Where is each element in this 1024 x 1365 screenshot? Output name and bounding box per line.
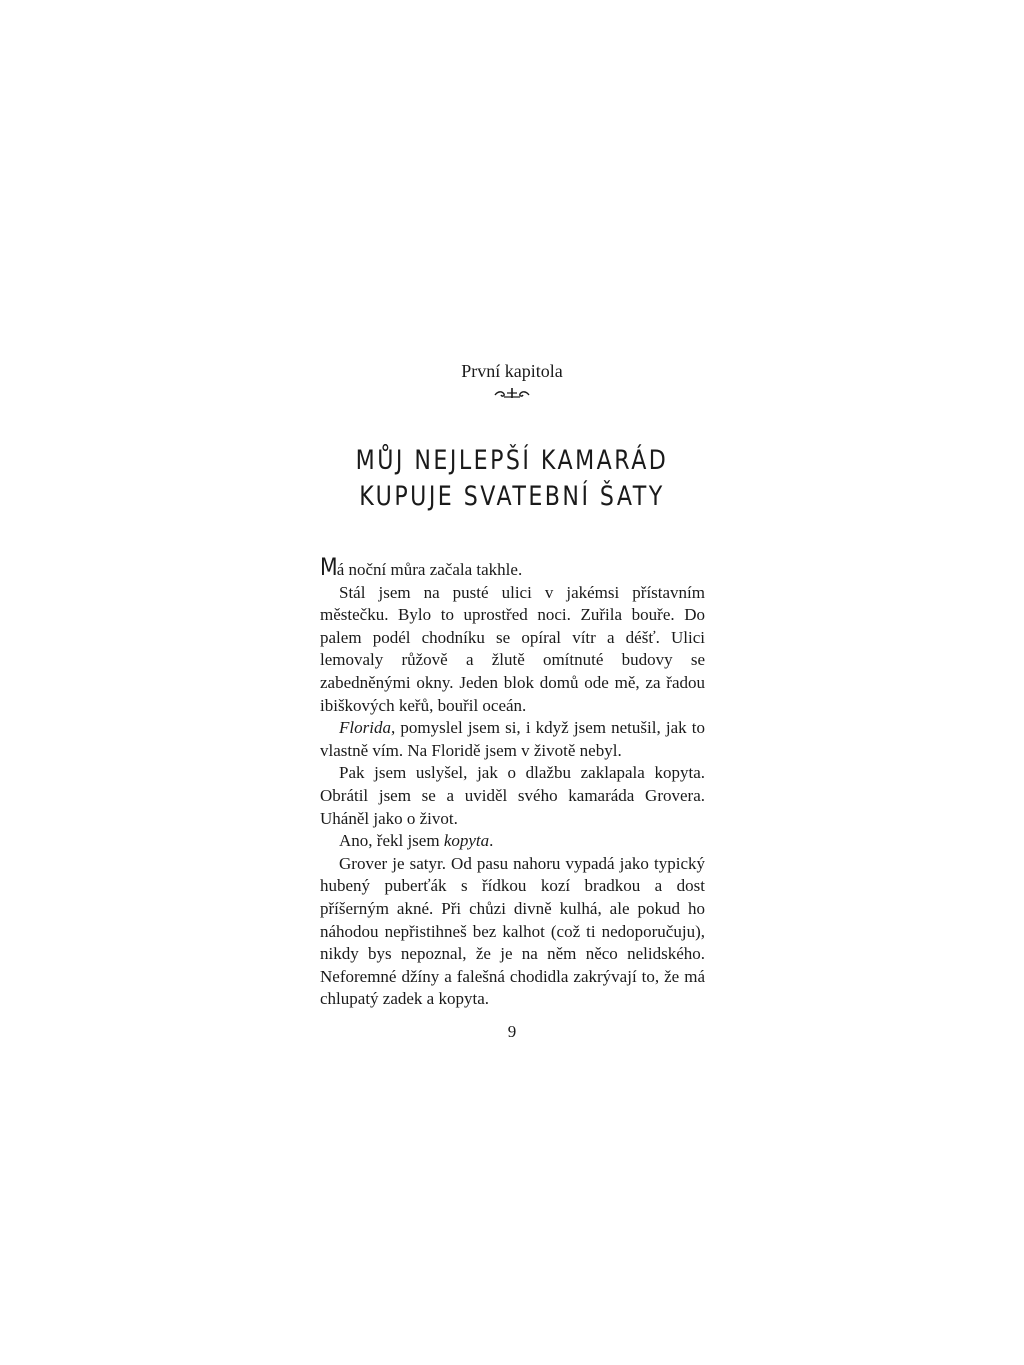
drop-cap: M — [320, 553, 337, 581]
chapter-title-line-1: MŮJ NEJLEPŠÍ KAMARÁD — [355, 445, 669, 477]
paragraph-4: Pak jsem uslyšel, jak o dlažbu zaklapala kopyta. Obrátil jsem se a uviděl svého kamaráda Grovera. Uháněl jako o život. — [320, 763, 705, 828]
paragraph-2: Stál jsem na pusté ulici v jakémsi přístavním městečku. Bylo to uprostřed noci. Zuřila bouře. Do palem podél chodníku se opíral vítr a déšť. Ulici lemovaly růžově a žlutě omítnuté budovy se zabedněnými okny. Jeden blok domů ode mě, za řadou ibiškových keřů, bouřil oceán. — [320, 582, 705, 715]
paragraph-6: Grover je satyr. Od pasu nahoru vypadá jako typický hubený puberťák s řídkou kozí bradkou a dost příšerným akné. Při chůzi divně kulhá, ale pokud ho náhodou nepřistihneš bez kalhot (což ti nedoporučuju), nikdy bys nepoznal, že je na něm něco nelidského. Neforemné džíny a falešná chodidla zakrývají to, že má chlupatý zadek a kopyta. — [320, 853, 705, 1009]
page-number: 9 — [507, 1022, 517, 1041]
paragraph-3-italic: Florida — [339, 718, 391, 738]
paragraph-1-text: á noční můra začala takhle. — [336, 560, 523, 579]
chapter-title — [92, 443, 932, 515]
chapter-label: První kapitola — [461, 361, 563, 381]
chapter-body — [320, 553, 705, 1011]
paragraph-5-start: Ano, řekl jsem — [339, 831, 444, 851]
paragraph-5-italic: kopyta — [443, 831, 490, 851]
chapter-title-line-2: KUPUJE SVATEBNÍ ŠATY — [359, 481, 665, 513]
paragraph-1 — [320, 553, 705, 582]
paragraph-3 — [320, 717, 705, 762]
paragraph-5-end: . — [489, 831, 494, 851]
paragraph-3-text: , pomyslel jsem si, i když jsem netušil, jak to vlastně vím. Na Floridě jsem v životě nebyl. — [320, 718, 705, 760]
paragraph-5 — [320, 830, 705, 853]
flourish-ornament-icon — [492, 386, 532, 400]
